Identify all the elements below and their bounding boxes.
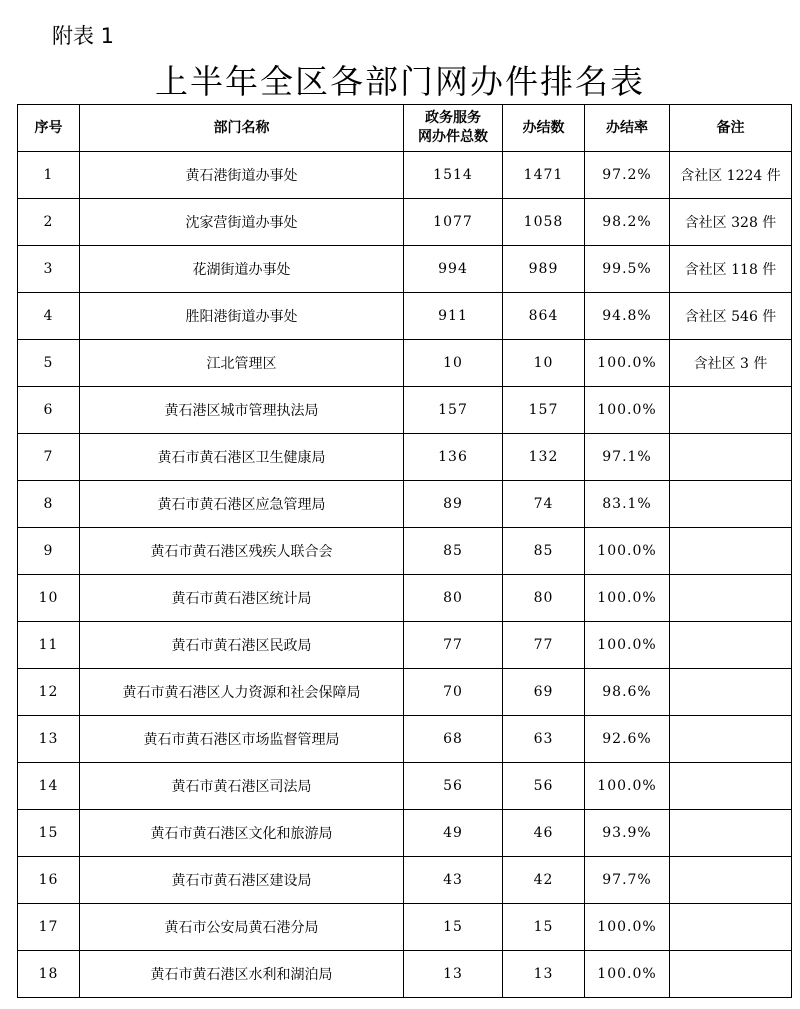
cell-completed: 157 [503, 387, 585, 434]
cell-completed: 42 [503, 857, 585, 904]
cell-department: 黄石市黄石港区建设局 [80, 857, 404, 904]
table-row [18, 810, 792, 857]
table-row [18, 857, 792, 904]
cell-remark: 含社区 3 件 [670, 340, 792, 387]
cell-index: 18 [18, 951, 80, 998]
table-row [18, 481, 792, 528]
cell-completed: 63 [503, 716, 585, 763]
cell-index: 11 [18, 622, 80, 669]
ranking-table [17, 104, 792, 998]
cell-rate: 100.0% [585, 575, 670, 622]
cell-remark [670, 528, 792, 575]
cell-total: 70 [404, 669, 503, 716]
cell-remark: 含社区 328 件 [670, 199, 792, 246]
cell-total: 80 [404, 575, 503, 622]
cell-total: 1077 [404, 199, 503, 246]
cell-completed: 989 [503, 246, 585, 293]
cell-remark [670, 763, 792, 810]
table-row [18, 340, 792, 387]
cell-remark: 含社区 1224 件 [670, 152, 792, 199]
cell-department: 黄石市黄石港区司法局 [80, 763, 404, 810]
cell-department: 黄石市黄石港区残疾人联合会 [80, 528, 404, 575]
page-title: 上半年全区各部门网办件排名表 [155, 62, 645, 101]
cell-index: 9 [18, 528, 80, 575]
header-rate: 办结率 [585, 105, 670, 152]
cell-completed: 13 [503, 951, 585, 998]
table-row [18, 528, 792, 575]
annex-label: 附表 1 [52, 24, 115, 48]
cell-total: 157 [404, 387, 503, 434]
cell-rate: 100.0% [585, 528, 670, 575]
cell-remark [670, 716, 792, 763]
table-row [18, 716, 792, 763]
table-row [18, 951, 792, 998]
cell-department: 黄石市黄石港区文化和旅游局 [80, 810, 404, 857]
cell-rate: 97.2% [585, 152, 670, 199]
table-row [18, 763, 792, 810]
header-row [18, 105, 792, 152]
cell-rate: 100.0% [585, 387, 670, 434]
cell-rate: 97.7% [585, 857, 670, 904]
table-row [18, 152, 792, 199]
cell-completed: 1058 [503, 199, 585, 246]
header-index: 序号 [18, 105, 80, 152]
cell-index: 8 [18, 481, 80, 528]
cell-department: 胜阳港街道办事处 [80, 293, 404, 340]
cell-department: 江北管理区 [80, 340, 404, 387]
cell-completed: 85 [503, 528, 585, 575]
cell-total: 68 [404, 716, 503, 763]
cell-department: 黄石市黄石港区水利和湖泊局 [80, 951, 404, 998]
table-row [18, 293, 792, 340]
cell-total: 56 [404, 763, 503, 810]
cell-department: 黄石港区城市管理执法局 [80, 387, 404, 434]
cell-department: 黄石市黄石港区统计局 [80, 575, 404, 622]
cell-rate: 100.0% [585, 763, 670, 810]
cell-completed: 132 [503, 434, 585, 481]
cell-rate: 100.0% [585, 340, 670, 387]
table-row [18, 669, 792, 716]
cell-remark [670, 387, 792, 434]
cell-total: 136 [404, 434, 503, 481]
cell-remark [670, 575, 792, 622]
cell-rate: 100.0% [585, 622, 670, 669]
cell-completed: 74 [503, 481, 585, 528]
cell-completed: 77 [503, 622, 585, 669]
cell-remark [670, 951, 792, 998]
cell-index: 10 [18, 575, 80, 622]
table-body [18, 152, 792, 998]
cell-total: 911 [404, 293, 503, 340]
cell-remark: 含社区 546 件 [670, 293, 792, 340]
cell-completed: 46 [503, 810, 585, 857]
cell-rate: 83.1% [585, 481, 670, 528]
header-completed: 办结数 [503, 105, 585, 152]
cell-remark [670, 669, 792, 716]
cell-rate: 93.9% [585, 810, 670, 857]
header-remark: 备注 [670, 105, 792, 152]
cell-total: 77 [404, 622, 503, 669]
cell-rate: 98.2% [585, 199, 670, 246]
cell-index: 13 [18, 716, 80, 763]
cell-rate: 100.0% [585, 951, 670, 998]
cell-index: 1 [18, 152, 80, 199]
table-row [18, 575, 792, 622]
cell-department: 黄石市黄石港区卫生健康局 [80, 434, 404, 481]
cell-rate: 98.6% [585, 669, 670, 716]
cell-total: 994 [404, 246, 503, 293]
cell-remark [670, 904, 792, 951]
table-row [18, 387, 792, 434]
cell-index: 5 [18, 340, 80, 387]
cell-total: 89 [404, 481, 503, 528]
cell-department: 黄石市公安局黄石港分局 [80, 904, 404, 951]
cell-total: 49 [404, 810, 503, 857]
table-header [18, 105, 792, 152]
cell-rate: 99.5% [585, 246, 670, 293]
header-total-line1: 政务服务 [425, 110, 481, 126]
cell-remark [670, 857, 792, 904]
cell-index: 15 [18, 810, 80, 857]
cell-total: 15 [404, 904, 503, 951]
cell-total: 1514 [404, 152, 503, 199]
cell-department: 花湖街道办事处 [80, 246, 404, 293]
cell-remark: 含社区 118 件 [670, 246, 792, 293]
cell-index: 12 [18, 669, 80, 716]
cell-rate: 94.8% [585, 293, 670, 340]
cell-total: 13 [404, 951, 503, 998]
table-row [18, 904, 792, 951]
table-row [18, 622, 792, 669]
header-total-line2: 网办件总数 [418, 129, 488, 145]
cell-index: 3 [18, 246, 80, 293]
cell-completed: 80 [503, 575, 585, 622]
cell-department: 黄石港街道办事处 [80, 152, 404, 199]
table-row [18, 434, 792, 481]
cell-total: 43 [404, 857, 503, 904]
cell-index: 14 [18, 763, 80, 810]
cell-index: 4 [18, 293, 80, 340]
cell-index: 17 [18, 904, 80, 951]
header-total [404, 105, 503, 152]
cell-completed: 56 [503, 763, 585, 810]
cell-completed: 69 [503, 669, 585, 716]
cell-rate: 92.6% [585, 716, 670, 763]
cell-completed: 1471 [503, 152, 585, 199]
cell-index: 2 [18, 199, 80, 246]
cell-department: 黄石市黄石港区市场监督管理局 [80, 716, 404, 763]
cell-department: 沈家营街道办事处 [80, 199, 404, 246]
cell-index: 16 [18, 857, 80, 904]
cell-department: 黄石市黄石港区人力资源和社会保障局 [80, 669, 404, 716]
table-row [18, 199, 792, 246]
cell-total: 10 [404, 340, 503, 387]
cell-department: 黄石市黄石港区民政局 [80, 622, 404, 669]
cell-rate: 97.1% [585, 434, 670, 481]
cell-index: 6 [18, 387, 80, 434]
cell-total: 85 [404, 528, 503, 575]
cell-department: 黄石市黄石港区应急管理局 [80, 481, 404, 528]
cell-remark [670, 622, 792, 669]
cell-completed: 10 [503, 340, 585, 387]
cell-completed: 15 [503, 904, 585, 951]
cell-remark [670, 434, 792, 481]
table-row [18, 246, 792, 293]
header-department: 部门名称 [80, 105, 404, 152]
cell-remark [670, 481, 792, 528]
cell-rate: 100.0% [585, 904, 670, 951]
cell-index: 7 [18, 434, 80, 481]
cell-remark [670, 810, 792, 857]
cell-completed: 864 [503, 293, 585, 340]
